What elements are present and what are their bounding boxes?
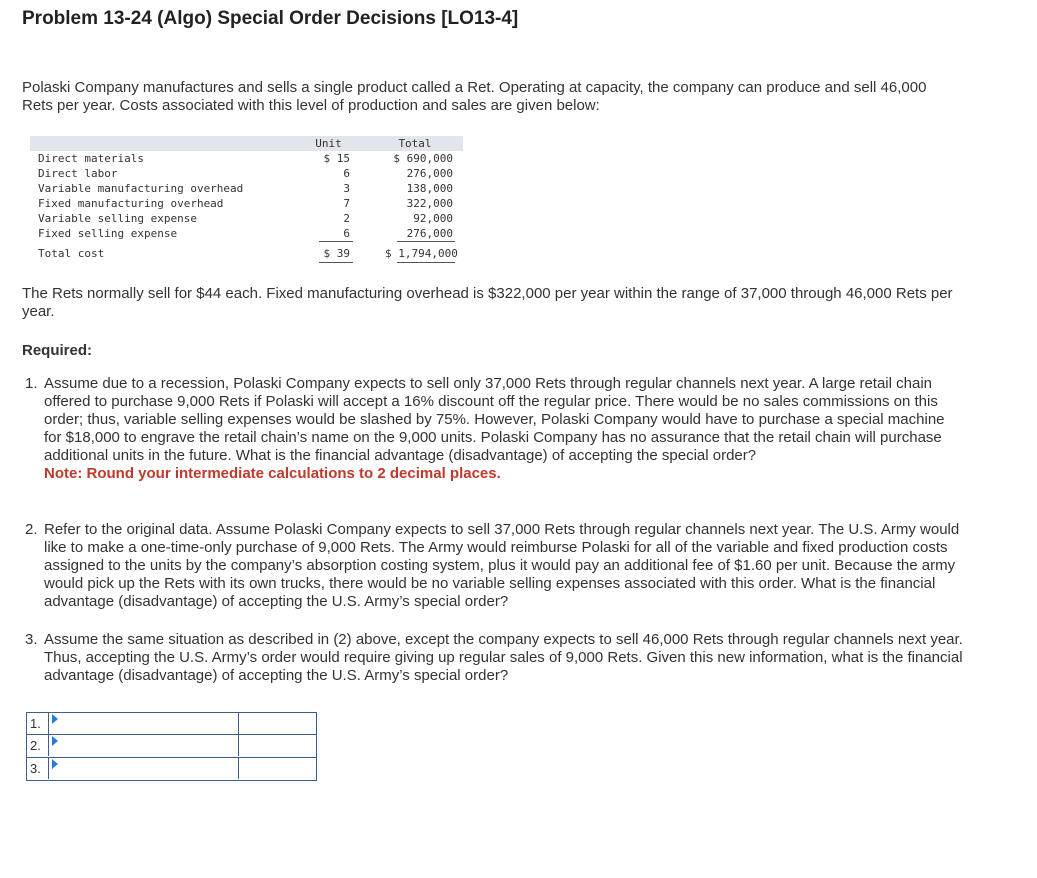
cost-table-header <box>30 136 463 151</box>
answer-label-cell[interactable] <box>50 735 239 756</box>
cost-row-total: 276,000 <box>406 227 453 240</box>
answer-row-number: 1. <box>27 713 49 734</box>
unit-total-rule <box>319 262 353 263</box>
answer-amount-cell[interactable] <box>240 713 316 734</box>
page-title: Problem 13-24 (Algo) Special Order Decisions [LO13-4] <box>22 8 519 29</box>
answer-table <box>26 712 317 781</box>
cost-row-label: Fixed selling expense <box>38 227 178 240</box>
cost-total-unit: $ 39 <box>323 247 350 260</box>
answer-label-cell[interactable] <box>50 713 239 734</box>
requirement-text: Assume the same situation as described in (2) above, except the company expects to sell 46,000 Rets through regular channels next year. Thus, accepting the U.S. Army’s order would require giving up regular sales of 9,000 Rets. Given this new information, what is the financial advantage (disadvantage) of accepting the U.S. Army’s special order? <box>44 631 963 684</box>
answer-label-cell[interactable] <box>50 758 239 779</box>
cost-row <box>30 196 463 211</box>
cost-total-row <box>30 246 463 261</box>
intro-paragraph: Polaski Company manufactures and sells a single product called a Ret. Operating at capacity, the company can produce and sell 46,000 Rets per year. Costs associated with this level of production and sales are given below: <box>22 79 927 114</box>
requirement-number: 1. <box>25 375 38 392</box>
answer-amount-input[interactable] <box>240 713 316 734</box>
answer-row-number: 3. <box>27 758 49 779</box>
cost-row-unit: 2 <box>343 212 350 225</box>
required-heading: Required: <box>22 342 93 359</box>
cost-row-unit: $ 15 <box>323 152 350 165</box>
requirement-3 <box>25 631 965 685</box>
cost-row-total: 276,000 <box>406 167 453 180</box>
cost-row-label: Direct materials <box>38 152 144 165</box>
cost-row-unit: 3 <box>343 182 350 195</box>
cost-row <box>30 181 463 196</box>
col-total-header: Total <box>398 137 432 150</box>
cost-row <box>30 166 463 181</box>
dropdown-marker-icon <box>52 736 58 746</box>
total-total-rule <box>397 262 455 263</box>
answer-row <box>26 735 317 758</box>
requirement-number: 3. <box>25 631 38 648</box>
answer-row-number: 2. <box>27 735 49 756</box>
dropdown-marker-icon <box>52 759 58 769</box>
requirement-number: 2. <box>25 521 38 538</box>
rounding-note: Note: Round your intermediate calculations to 2 decimal places. <box>44 465 501 482</box>
total-subtotal-rule <box>397 241 455 242</box>
requirement-1 <box>25 375 965 483</box>
answer-amount-input[interactable] <box>240 758 316 779</box>
cost-row-total: 322,000 <box>406 197 453 210</box>
answer-row <box>26 712 317 735</box>
cost-row-label: Variable manufacturing overhead <box>38 182 244 195</box>
col-unit-header: Unit <box>315 137 342 150</box>
cost-total-label: Total cost <box>38 247 105 260</box>
cost-row <box>30 211 463 226</box>
answer-amount-input[interactable] <box>240 735 316 756</box>
cost-row <box>30 226 463 241</box>
unit-subtotal-rule <box>319 241 353 242</box>
price-paragraph: The Rets normally sell for $44 each. Fixed manufacturing overhead is $322,000 per year within the range of 37,000 through 46,000 Rets per year. <box>22 285 953 320</box>
answer-label-input[interactable] <box>50 713 238 734</box>
cost-row-total: 92,000 <box>413 212 453 225</box>
cost-row-total: $ 690,000 <box>393 152 453 165</box>
answer-row <box>26 758 317 781</box>
cost-row <box>30 151 463 166</box>
cost-row-total: 138,000 <box>406 182 453 195</box>
answer-amount-cell[interactable] <box>240 758 316 779</box>
answer-label-input[interactable] <box>50 735 238 756</box>
requirement-text: Assume due to a recession, Polaski Company expects to sell only 37,000 Rets through regular channels next year. A large retail chain offered to purchase 9,000 Rets if Polaski will accept a 16% discount off the regular price. There would be no sales commissions on this order; thus, variable selling expenses would be slashed by 75%. However, Polaski Company would have to purchase a special machine for $18,000 to engrave the retail chain’s name on the 9,000 units. Polaski Company has no assurance that the retail chain will purchase additional units in the future. What is the financial advantage (disadvantage) of accepting the special order? <box>44 375 945 464</box>
dropdown-marker-icon <box>52 714 58 724</box>
cost-row-label: Variable selling expense <box>38 212 197 225</box>
cost-total-total: $ 1,794,000 <box>385 247 458 260</box>
cost-row-unit: 6 <box>343 227 350 240</box>
cost-row-unit: 7 <box>343 197 350 210</box>
cost-row-label: Fixed manufacturing overhead <box>38 197 224 210</box>
cost-row-unit: 6 <box>343 167 350 180</box>
answer-amount-cell[interactable] <box>240 735 316 756</box>
requirement-2 <box>25 521 965 611</box>
answer-label-input[interactable] <box>50 758 238 779</box>
requirement-text: Refer to the original data. Assume Polaski Company expects to sell 37,000 Rets through regular channels next year. The U.S. Army would like to make a one-time-only purchase of 9,000 Rets. The Army would reimburse Polaski for all of the variable and fixed production costs assigned to the units by the company’s absorption costing system, plus it would pay an additional fee of $1.60 per unit. Because the army would pick up the Rets with its own trucks, there would be no variable selling expenses associated with this order. What is the financial advantage (disadvantage) of accepting the U.S. Army’s special order? <box>44 521 960 610</box>
cost-table <box>30 136 463 261</box>
cost-row-label: Direct labor <box>38 167 118 180</box>
